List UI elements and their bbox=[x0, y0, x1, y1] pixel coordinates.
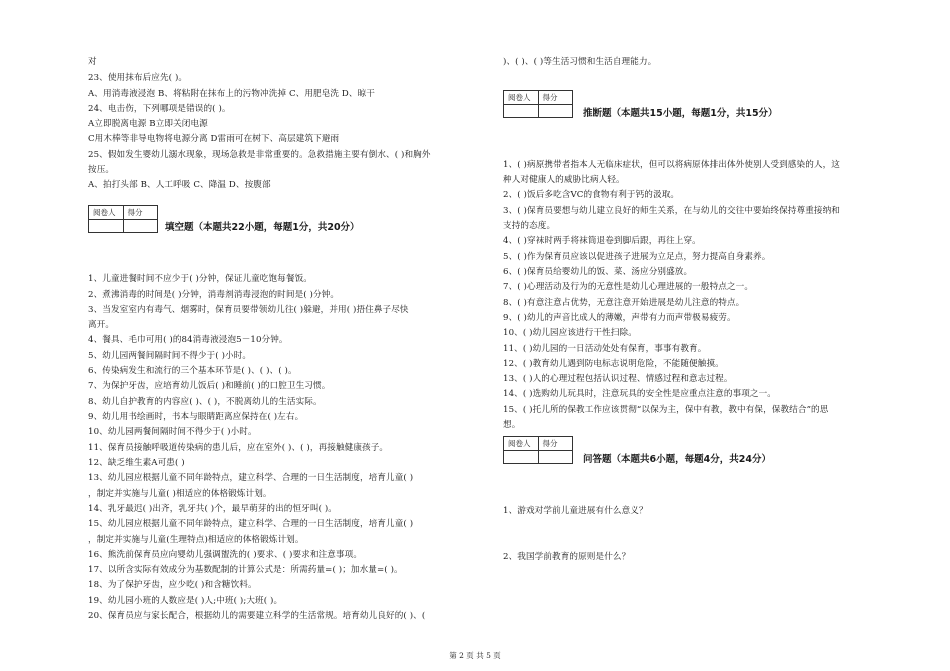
question-line: 14、( )选购幼儿玩具时，注意玩具的安全性是应重点注意的事项之一。 bbox=[503, 389, 776, 399]
question-line: 4、餐具、毛巾可用( )的84消毒液浸泡5－10分钟。 bbox=[88, 335, 288, 345]
section-title-judge: 推断题（本题共15小题，每题1分，共15分） bbox=[583, 108, 778, 119]
question-line: ，制定并实施与儿童( )相适应的体格锻炼计划。 bbox=[88, 489, 272, 499]
question-line: 10、幼儿园两餐间隔时间不得少于( )小时。 bbox=[88, 427, 257, 437]
question-line: 19、幼儿园小班的人数应是( )人;中班( );大班( )。 bbox=[88, 596, 283, 606]
question-line: 15、幼儿园应根据儿童不同年龄特点，建立科学、合理的一日生活制度，培育儿童( ) bbox=[88, 519, 414, 529]
question-line: 对 bbox=[88, 57, 97, 67]
question-line: 3、当发室室内有毒气、烟雾时，保育员要带领幼儿往( )躲避，并用( )捂住鼻子尽快 bbox=[88, 305, 409, 315]
question-line: ，制定并实施与儿童(生理特点)相适应的体格锻炼计划。 bbox=[88, 535, 304, 545]
reviewer-cell bbox=[504, 451, 538, 463]
question-line: 1、( )病原携带者指本人无临床症状，但可以将病原体排出体外使别人受到感染的人，这 bbox=[503, 160, 840, 170]
option-line: A、用消毒液浸泡 B、将粘附在抹布上的污物冲洗掉 C、用肥皂洗 D、晾干 bbox=[88, 89, 376, 99]
question-line: 23、使用抹布后应先( )。 bbox=[88, 73, 188, 83]
score-box bbox=[503, 90, 573, 118]
question-line: 5、幼儿园两餐间隔时间不得少于( )小时。 bbox=[88, 351, 252, 361]
question-line: 15、( )托儿所的保教工作应该贯彻“以保为主，保中有教，教中有保，保教结合”的思 bbox=[503, 405, 829, 415]
question-line: 6、( )保育员给婴幼儿的饭、菜、汤应分别盛放。 bbox=[503, 267, 693, 277]
question-line: 离开。 bbox=[88, 320, 115, 330]
score-cell bbox=[538, 105, 573, 117]
reviewer-label: 阅卷人 bbox=[508, 439, 531, 448]
question-line: )、( )、( )等生活习惯和生活自理能力。 bbox=[503, 57, 657, 67]
question-line: 按压。 bbox=[88, 165, 115, 175]
question-line: 2、( )饭后多吃含VC的食物有利于钙的汲取。 bbox=[503, 190, 680, 200]
score-label: 得分 bbox=[538, 91, 573, 104]
question-line: 3、( )保育员要想与幼儿建立良好的师生关系，在与幼儿的交往中要始终保持尊重接纳和 bbox=[503, 206, 840, 216]
question-line: 5、( )作为保育员应该以促进孩子进展为立足点，努力提高自身素养。 bbox=[503, 252, 771, 262]
question-line: 14、乳牙最迟( )出齐，乳牙共( )个，最早萌芽的出的恒牙叫( )。 bbox=[88, 504, 337, 514]
section-title-qa: 问答题（本题共6小题，每题4分，共24分） bbox=[583, 454, 771, 465]
option-line: A立即脱离电源 B立即关闭电源 bbox=[88, 119, 208, 129]
question-line: 9、( )幼儿的声音比成人的薄嫩，声带有力而声带极易疲劳。 bbox=[503, 313, 736, 323]
reviewer-label: 阅卷人 bbox=[93, 208, 116, 217]
question-line: 20、保育员应与家长配合，根据幼儿的需要建立科学的生活常规。培育幼儿良好的( )、( bbox=[88, 611, 426, 621]
question-line: 2、煮沸消毒的时间是( )分钟，消毒剂消毒浸泡的时间是( )分钟。 bbox=[88, 290, 340, 300]
score-cell bbox=[123, 220, 158, 232]
question-line: 7、为保护牙齿，应培育幼儿饭后( )和睡前( )的口腔卫生习惯。 bbox=[88, 381, 331, 391]
question-line: 10、( )幼儿园应该进行干性扫除。 bbox=[503, 328, 637, 338]
score-box bbox=[88, 205, 158, 233]
question-line: 24、电击伤，下列哪项是错误的( )。 bbox=[88, 104, 231, 114]
page-footer: 第 2 页 共 5 页 bbox=[449, 651, 501, 660]
question-line: 9、幼儿用书绘画时，书本与眼睛距离应保持在( )左右。 bbox=[88, 412, 304, 422]
question-line: 1、儿童进餐时间不应少于( )分钟，保证儿童吃饱每餐饭。 bbox=[88, 274, 312, 284]
question-line: 种人对健康人的威胁比病人轻。 bbox=[503, 175, 625, 185]
option-line: C用木棒等非导电物将电源分离 D雷雨可在树下、高层建筑下避雨 bbox=[88, 134, 340, 144]
question-line: 11、保育员接触呼吸道传染病的患儿后，应在室外( )、( )，再接触健康孩子。 bbox=[88, 443, 389, 453]
question-line: 25、假如发生婴幼儿溺水现象，现场急救是非常重要的。急救措施主要有倒水、( )和胸外 bbox=[88, 150, 431, 160]
option-line: A、拍打头部 B、人工呼吸 C、降温 D、按腹部 bbox=[88, 180, 271, 190]
question-line: 12、( )教育幼儿遇到防电标志说明危险，不能随便触摸。 bbox=[503, 359, 724, 369]
question-line: 7、( )心理活动及行为的无意性是幼儿心理进展的一般特点之一。 bbox=[503, 282, 754, 292]
question-line: 12、缺乏维生素A可患( ) bbox=[88, 458, 185, 468]
score-label: 得分 bbox=[538, 437, 573, 450]
reviewer-cell bbox=[504, 105, 538, 117]
question-line: 6、传染病发生和流行的三个基本环节是( )、( )、( )。 bbox=[88, 366, 297, 376]
score-label: 得分 bbox=[123, 206, 158, 219]
score-cell bbox=[538, 451, 573, 463]
question-line: 13、( )人的心理过程包括认识过程、情感过程和意志过程。 bbox=[503, 374, 733, 384]
section-title-fill: 填空题（本题共22小题，每题1分，共20分） bbox=[165, 222, 360, 233]
question-line: 18、为了保护牙齿，应少吃( )和含糖饮料。 bbox=[88, 580, 257, 590]
question-line: 2、我国学前教育的原则是什么？ bbox=[503, 552, 631, 562]
reviewer-cell bbox=[89, 220, 123, 232]
question-line: 17、以所含实际有效成分为基数配制的计算公式是：所需药量=( )；加水量=( )。 bbox=[88, 565, 403, 575]
question-line: 支持的态度。 bbox=[503, 221, 556, 231]
score-box bbox=[503, 436, 573, 464]
reviewer-label: 阅卷人 bbox=[508, 93, 531, 102]
question-line: 11、( )幼儿园的一日活动处处有保育，事事有教育。 bbox=[503, 344, 707, 354]
question-line: 4、( )穿袜时两手将袜筒退卷到脚后跟，再往上穿。 bbox=[503, 236, 701, 246]
question-line: 8、( )有意注意占优势，无意注意开始进展是幼儿注意的特点。 bbox=[503, 298, 745, 308]
question-line: 8、幼儿自护教育的内容应( )、( )，不脱离幼儿的生活实际。 bbox=[88, 397, 322, 407]
question-line: 13、幼儿园应根据儿童不同年龄特点，建立科学、合理的一日生活制度，培育儿童( ) bbox=[88, 473, 414, 483]
question-line: 1、游戏对学前儿童进展有什么意义？ bbox=[503, 506, 648, 516]
question-line: 16、熊洗前保育员应向婴幼儿强调盥洗的( )要求、( )要求和注意事项。 bbox=[88, 550, 363, 560]
question-line: 想。 bbox=[503, 420, 521, 430]
